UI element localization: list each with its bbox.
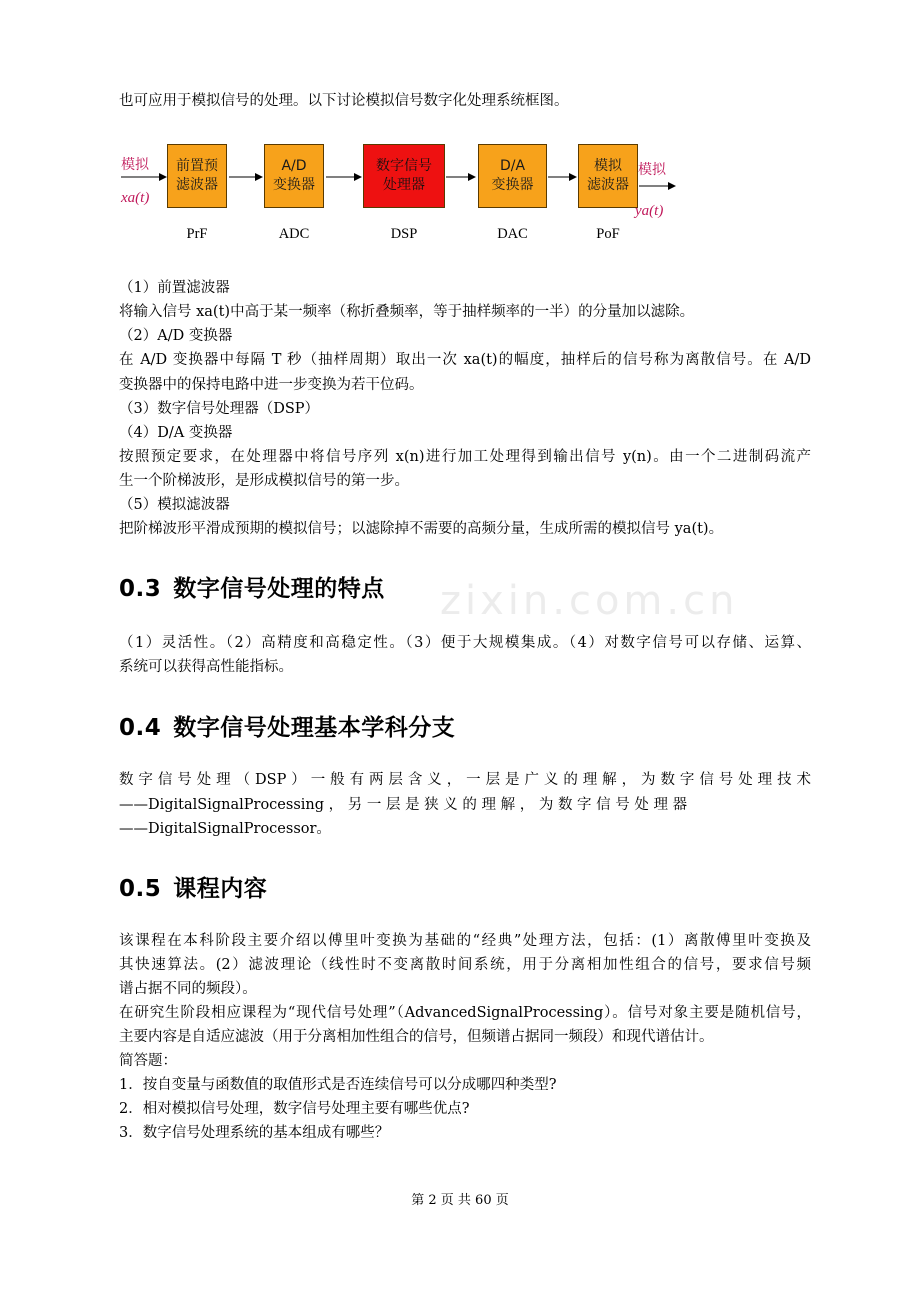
- label-adc: ADC: [278, 226, 310, 242]
- item-2-text-line2: 变换器中的保持电路中进一步变换为若干位码。: [119, 377, 424, 393]
- section-0-4-heading: [119, 709, 455, 742]
- section-0-3-line1: （1）灵活性。（2）高精度和高稳定性。（3）便于大规模集成。（4）对数字信号可以存储、运算、: [119, 635, 811, 651]
- item-4-heading: （4）D/A 变换器: [119, 425, 233, 441]
- section-0-3-number: 0.3: [119, 576, 162, 602]
- item-4-text-line1: 按照预定要求，在处理器中将信号序列 x(n)进行加工处理得到输出信号 y(n)。由一个二进制码流产: [119, 449, 811, 465]
- item-2-heading: （2）A/D 变换器: [119, 328, 233, 344]
- label-prf: PrF: [186, 226, 208, 242]
- item-5-heading: （5）模拟滤波器: [119, 497, 230, 513]
- section-0-4-line2: ——DigitalSignalProcessing ， 另 一 层 是 狭 义 的 理 解 ， 为 数 字 信 号 处 理 器: [119, 797, 688, 813]
- block-adc: A/D 变换器: [264, 144, 324, 208]
- item-3-heading: （3）数字信号处理器（DSP）: [119, 401, 320, 417]
- question-2: 2．相对模拟信号处理，数字信号处理主要有哪些优点?: [119, 1101, 470, 1117]
- watermark: zixin.com.cn: [440, 578, 739, 624]
- section-0-3-title: 数字信号处理的特点: [173, 576, 385, 602]
- section-0-5-line4: 在研究生阶段相应课程为“现代信号处理”（AdvancedSignalProcessing）。信号对象主要是随机信号，: [119, 1005, 811, 1021]
- block-postfilter: 模拟 滤波器: [578, 144, 638, 208]
- block-dsp: 数字信号 处理器: [363, 144, 445, 208]
- system-block-diagram: [119, 138, 679, 250]
- label-dac: DAC: [497, 226, 528, 242]
- section-0-5-line3: 谱占据不同的频段）。: [119, 981, 257, 997]
- questions-heading: 简答题：: [119, 1053, 177, 1069]
- section-0-5-line2: 其快速算法。(2）滤波理论（线性时不变离散时间系统，用于分离相加性组合的信号，要求信号频: [119, 957, 811, 973]
- input-signal: xa(t): [121, 190, 150, 206]
- section-0-5-line1: 该课程在本科阶段主要介绍以傅里叶变换为基础的“经典”处理方法，包括：(1）离散傅里叶变换及: [119, 933, 811, 949]
- item-1-text: 将输入信号 xa(t)中高于某一频率（称折叠频率，等于抽样频率的一半）的分量加以滤除。: [119, 304, 695, 320]
- section-0-5-number: 0.5: [119, 876, 162, 902]
- item-4-text-line2: 生一个阶梯波形，是形成模拟信号的第一步。: [119, 473, 409, 489]
- section-0-5-line5: 主要内容是自适应滤波（用于分离相加性组合的信号，但频谱占据同一频段）和现代谱估计。: [119, 1029, 714, 1045]
- label-pof: PoF: [596, 226, 620, 242]
- page-footer: 第 2 页 共 60 页: [411, 1193, 509, 1208]
- question-1: 1．按自变量与函数值的取值形式是否连续信号可以分成哪四种类型?: [119, 1077, 557, 1093]
- output-signal: ya(t): [635, 203, 664, 219]
- section-0-4-title: 数字信号处理基本学科分支: [173, 715, 456, 741]
- section-0-4-line3: ——DigitalSignalProcessor。: [119, 821, 331, 837]
- label-dsp: DSP: [390, 226, 418, 242]
- intro-text: 也可应用于模拟信号的处理。以下讨论模拟信号数字化处理系统框图。: [119, 93, 569, 109]
- section-0-3-line2: 系统可以获得高性能指标。: [119, 659, 293, 675]
- block-dac: D/A 变换器: [478, 144, 547, 208]
- item-1-heading: （1）前置滤波器: [119, 280, 230, 296]
- block-prefilter: 前置预 滤波器: [167, 144, 227, 208]
- item-2-text-line1: 在 A/D 变换器中每隔 T 秒（抽样周期）取出一次 xa(t)的幅度，抽样后的信号称为离散信号。在 A/D: [119, 352, 811, 368]
- question-3: 3．数字信号处理系统的基本组成有哪些？: [119, 1125, 390, 1141]
- input-label: 模拟: [121, 157, 149, 173]
- item-5-text: 把阶梯波形平滑成预期的模拟信号；以滤除掉不需要的高频分量，生成所需的模拟信号 ya(t)。: [119, 521, 724, 537]
- section-0-4-number: 0.4: [119, 715, 162, 741]
- output-label: 模拟: [638, 162, 666, 178]
- section-0-5-heading: [119, 870, 267, 903]
- section-0-5-title: 课程内容: [173, 876, 268, 902]
- section-0-3-heading: [119, 570, 385, 603]
- section-0-4-line1: 数字信号处理（DSP）一般有两层含义，一层是广义的理解，为数字信号处理技术: [119, 772, 811, 788]
